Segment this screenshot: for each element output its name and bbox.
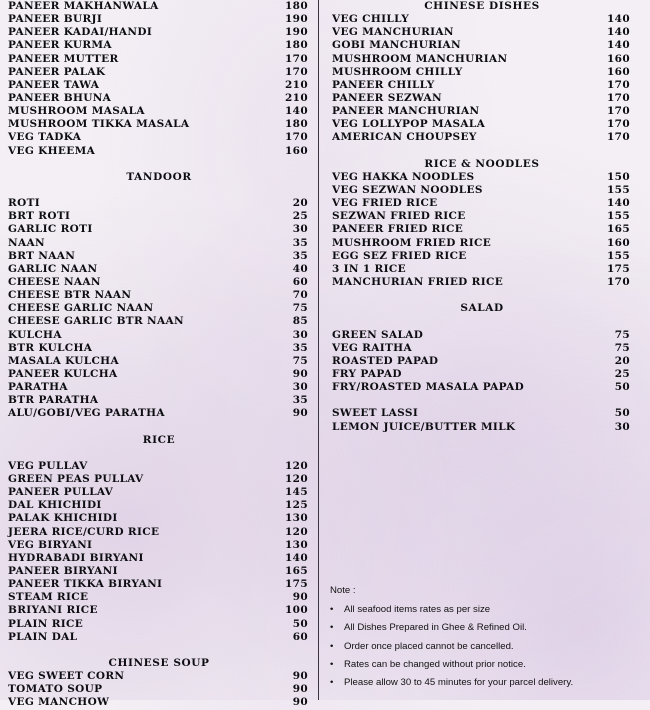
menu-item-price: 90 bbox=[292, 696, 308, 709]
menu-item bbox=[8, 578, 310, 591]
menu-item-name: CHEESE GARLIC NAAN bbox=[8, 302, 154, 315]
section-title-rice-noodles: RICE & NOODLES bbox=[424, 157, 540, 170]
menu-item bbox=[8, 683, 310, 696]
chinese-section bbox=[332, 13, 632, 144]
menu-item-name: MUSHROOM MANCHURIAN bbox=[332, 52, 508, 65]
menu-item bbox=[8, 197, 310, 210]
menu-item-name: VEG HAKKA NOODLES bbox=[332, 170, 475, 183]
menu-item-name: BRT NAAN bbox=[8, 249, 76, 262]
menu-item-price: 100 bbox=[285, 604, 308, 617]
menu-item bbox=[8, 237, 310, 250]
menu-item bbox=[8, 250, 310, 263]
menu-item-price: 180 bbox=[285, 118, 308, 131]
menu-item bbox=[8, 39, 310, 52]
menu-item-price: 170 bbox=[607, 78, 630, 91]
note-text: Rates can be changed without prior notice. bbox=[344, 658, 526, 670]
menu-item-price: 160 bbox=[607, 65, 630, 78]
menu-item-price: 160 bbox=[285, 144, 308, 157]
menu-item-name: GARLIC ROTI bbox=[8, 223, 93, 236]
note-item bbox=[330, 656, 640, 674]
menu-item-name: GREEN SALAD bbox=[332, 328, 424, 341]
menu-item bbox=[332, 210, 632, 223]
menu-item-price: 140 bbox=[285, 105, 308, 118]
bullet-icon: • bbox=[330, 622, 334, 634]
menu-item-price: 165 bbox=[285, 565, 308, 578]
menu-item-name: VEG TADKA bbox=[8, 131, 82, 144]
menu-item-price: 175 bbox=[285, 578, 308, 591]
menu-item-name: MUSHROOM CHILLY bbox=[332, 65, 463, 78]
menu-item-name: PANEER PALAK bbox=[8, 65, 106, 78]
menu-item bbox=[332, 263, 632, 276]
menu-item-price: 30 bbox=[614, 420, 630, 433]
menu-item-price: 210 bbox=[285, 91, 308, 104]
menu-item-name: MANCHURIAN FRIED RICE bbox=[332, 275, 504, 288]
menu-item bbox=[8, 0, 310, 13]
menu-item bbox=[332, 13, 632, 26]
menu-item bbox=[8, 145, 310, 158]
menu-item-price: 120 bbox=[285, 459, 308, 472]
menu-item bbox=[8, 696, 310, 709]
menu-item bbox=[332, 53, 632, 66]
menu-item-price: 170 bbox=[607, 118, 630, 131]
menu-item bbox=[332, 118, 632, 131]
menu-item-price: 170 bbox=[607, 105, 630, 118]
menu-item-price: 125 bbox=[285, 499, 308, 512]
menu-item-price: 120 bbox=[285, 473, 308, 486]
note-item bbox=[330, 619, 640, 637]
note-item bbox=[330, 674, 640, 692]
menu-item-name: VEG SEZWAN NOODLES bbox=[332, 183, 483, 196]
menu-item-price: 20 bbox=[614, 354, 630, 367]
menu-item-price: 35 bbox=[292, 236, 308, 249]
menu-item-name: CHEESE BTR NAAN bbox=[8, 289, 132, 302]
menu-item bbox=[332, 355, 632, 368]
menu-item-name: 3 IN 1 RICE bbox=[332, 262, 406, 275]
menu-item-name: GOBI MANCHURIAN bbox=[332, 39, 461, 52]
menu-item-price: 170 bbox=[285, 65, 308, 78]
menu-item bbox=[332, 39, 632, 52]
menu-item bbox=[8, 118, 310, 131]
menu-item bbox=[8, 473, 310, 486]
section-title-salad: SALAD bbox=[460, 302, 504, 315]
menu-item-price: 180 bbox=[285, 0, 308, 12]
drinks-section bbox=[332, 407, 632, 433]
menu-item bbox=[332, 131, 632, 144]
bullet-icon: • bbox=[330, 658, 334, 670]
menu-item bbox=[8, 460, 310, 473]
menu-item-price: 60 bbox=[292, 275, 308, 288]
menu-item-price: 210 bbox=[285, 78, 308, 91]
menu-item bbox=[8, 486, 310, 499]
menu-item-price: 145 bbox=[285, 486, 308, 499]
menu-item-price: 175 bbox=[607, 262, 630, 275]
menu-item bbox=[8, 381, 310, 394]
menu-item-name: PLAIN RICE bbox=[8, 617, 84, 630]
menu-item-price: 140 bbox=[285, 551, 308, 564]
menu-item bbox=[332, 368, 632, 381]
menu-item bbox=[8, 526, 310, 539]
menu-item-name: KULCHA bbox=[8, 328, 62, 341]
menu-item-price: 190 bbox=[285, 26, 308, 39]
menu-item bbox=[332, 381, 632, 394]
menu-item-name: SWEET LASSI bbox=[332, 407, 419, 420]
menu-item-price: 140 bbox=[607, 39, 630, 52]
menu-item-price: 170 bbox=[607, 275, 630, 288]
menu-item bbox=[8, 26, 310, 39]
menu-item-price: 90 bbox=[292, 683, 308, 696]
section-title-tandoor: TANDOOR bbox=[126, 170, 192, 183]
menu-item bbox=[332, 237, 632, 250]
menu-item bbox=[8, 407, 310, 420]
menu-item bbox=[332, 421, 632, 434]
notes-title: Note : bbox=[330, 585, 356, 596]
menu-item-name: BRIYANI RICE bbox=[8, 604, 98, 617]
menu-item-name: EGG SEZ FRIED RICE bbox=[332, 249, 467, 262]
menu-item bbox=[332, 26, 632, 39]
note-text: Order once placed cannot be cancelled. bbox=[344, 640, 514, 652]
menu-item-name: VEG FRIED RICE bbox=[332, 197, 438, 210]
menu-item-price: 35 bbox=[292, 249, 308, 262]
menu-item-name: VEG RAITHA bbox=[332, 341, 412, 354]
menu-item bbox=[8, 355, 310, 368]
menu-item-name: GREEN PEAS PULLAV bbox=[8, 473, 144, 486]
menu-item-price: 190 bbox=[285, 13, 308, 26]
noodles-section bbox=[332, 171, 632, 289]
menu-item-name: ROASTED PAPAD bbox=[332, 354, 439, 367]
menu-item bbox=[332, 276, 632, 289]
menu-item bbox=[8, 223, 310, 236]
menu-item-name: PARATHA bbox=[8, 381, 68, 394]
menu-item-name: PANEER MUTTER bbox=[8, 52, 119, 65]
menu-item-price: 35 bbox=[292, 394, 308, 407]
section-title-rice: RICE bbox=[142, 433, 176, 446]
menu-item-name: MASALA KULCHA bbox=[8, 354, 119, 367]
menu-item-name: VEG CHILLY bbox=[332, 13, 410, 26]
menu-item-price: 25 bbox=[614, 367, 630, 380]
menu-item bbox=[8, 499, 310, 512]
menu-item bbox=[332, 329, 632, 342]
menu-item-price: 165 bbox=[607, 223, 630, 236]
menu-item-price: 60 bbox=[292, 630, 308, 643]
soup-section bbox=[8, 670, 310, 709]
menu-item-price: 140 bbox=[607, 197, 630, 210]
menu-item-name: AMERICAN CHOUPSEY bbox=[332, 131, 477, 144]
menu-item bbox=[8, 210, 310, 223]
menu-item bbox=[332, 171, 632, 184]
menu-item-price: 130 bbox=[285, 538, 308, 551]
menu-item-name: BTR PARATHA bbox=[8, 394, 99, 407]
rice-section bbox=[8, 460, 310, 644]
menu-item bbox=[8, 342, 310, 355]
menu-item-name: JEERA RICE/CURD RICE bbox=[8, 525, 160, 538]
menu-item-price: 90 bbox=[292, 407, 308, 420]
menu-item-name: PANEER MANCHURIAN bbox=[332, 105, 480, 118]
menu-item-price: 140 bbox=[607, 26, 630, 39]
menu-item-name: PANEER KADAI/HANDI bbox=[8, 26, 153, 39]
menu-item-name: VEG MANCHURIAN bbox=[332, 26, 454, 39]
menu-item-name: PANEER KURMA bbox=[8, 39, 112, 52]
menu-item-name: PANEER FRIED RICE bbox=[332, 223, 464, 236]
notes-box bbox=[330, 584, 640, 692]
menu-item bbox=[332, 250, 632, 263]
menu-item-price: 155 bbox=[607, 183, 630, 196]
menu-item-name: PANEER SEZWAN bbox=[332, 91, 442, 104]
menu-item-price: 170 bbox=[607, 131, 630, 144]
menu-item-name: FRY PAPAD bbox=[332, 367, 402, 380]
menu-item-price: 140 bbox=[607, 13, 630, 26]
menu-item-name: PANEER BHUNA bbox=[8, 91, 112, 104]
menu-item-name: PANEER BURJI bbox=[8, 13, 103, 26]
menu-item bbox=[8, 565, 310, 578]
menu-right-column bbox=[332, 0, 632, 434]
menu-item-price: 160 bbox=[607, 52, 630, 65]
menu-item-name: ALU/GOBI/VEG PARATHA bbox=[8, 407, 165, 420]
menu-item bbox=[8, 105, 310, 118]
menu-item-name: CHEESE GARLIC BTR NAAN bbox=[8, 315, 184, 328]
menu-item-name: PLAIN DAL bbox=[8, 630, 78, 643]
menu-item-name: VEG PULLAV bbox=[8, 459, 88, 472]
menu-item-price: 90 bbox=[292, 670, 308, 683]
menu-item-price: 75 bbox=[292, 354, 308, 367]
menu-item-price: 90 bbox=[292, 367, 308, 380]
menu-item-price: 170 bbox=[285, 52, 308, 65]
section-title-chinese-soup: CHINESE SOUP bbox=[108, 657, 210, 670]
bullet-icon: • bbox=[330, 604, 334, 615]
paneer-section bbox=[8, 0, 310, 158]
menu-item-price: 170 bbox=[607, 91, 630, 104]
menu-item-name: PANEER TIKKA BIRYANI bbox=[8, 578, 163, 591]
menu-item bbox=[332, 342, 632, 355]
menu-item-name: SEZWAN FRIED RICE bbox=[332, 210, 466, 223]
menu-item bbox=[8, 276, 310, 289]
menu-item bbox=[8, 302, 310, 315]
menu-item-name: TOMATO SOUP bbox=[8, 683, 103, 696]
menu-item bbox=[8, 394, 310, 407]
menu-item bbox=[8, 591, 310, 604]
menu-left-column bbox=[8, 0, 310, 710]
menu-item-name: MUSHROOM FRIED RICE bbox=[332, 236, 492, 249]
menu-item-price: 130 bbox=[285, 512, 308, 525]
menu-item-name: ROTI bbox=[8, 197, 40, 210]
menu-item-name: LEMON JUICE/BUTTER MILK bbox=[332, 420, 516, 433]
menu-item bbox=[332, 223, 632, 236]
menu-item-name: BTR KULCHA bbox=[8, 341, 93, 354]
menu-item-name: DAL KHICHIDI bbox=[8, 499, 102, 512]
menu-item-price: 35 bbox=[292, 341, 308, 354]
menu-item bbox=[8, 53, 310, 66]
menu-item-name: PALAK KHICHIDI bbox=[8, 512, 118, 525]
menu-item-name: MUSHROOM MASALA bbox=[8, 105, 145, 118]
menu-item-name: VEG SWEET CORN bbox=[8, 670, 125, 683]
menu-item bbox=[8, 631, 310, 644]
menu-item bbox=[8, 539, 310, 552]
menu-item-price: 70 bbox=[292, 289, 308, 302]
menu-item-price: 50 bbox=[614, 407, 630, 420]
column-divider bbox=[318, 0, 319, 700]
menu-item-price: 160 bbox=[607, 236, 630, 249]
menu-item-name: GARLIC NAAN bbox=[8, 262, 98, 275]
note-text: All seafood items rates as per size bbox=[344, 604, 491, 615]
menu-item-price: 155 bbox=[607, 249, 630, 262]
menu-item bbox=[332, 197, 632, 210]
menu-item bbox=[332, 92, 632, 105]
menu-item-price: 85 bbox=[292, 315, 308, 328]
menu-item-price: 40 bbox=[292, 262, 308, 275]
note-text: All Dishes Prepared in Ghee & Refined Oil. bbox=[344, 622, 527, 634]
menu-item bbox=[332, 66, 632, 79]
tandoor-section bbox=[8, 197, 310, 420]
menu-item-name: CHEESE NAAN bbox=[8, 275, 101, 288]
menu-item bbox=[8, 512, 310, 525]
menu-item-price: 155 bbox=[607, 210, 630, 223]
menu-item-name: PANEER MAKHANWALA bbox=[8, 0, 159, 12]
menu-item-name: PANEER CHILLY bbox=[332, 78, 435, 91]
menu-item-name: HYDRABADI BIRYANI bbox=[8, 551, 144, 564]
menu-item-name: VEG MANCHOW bbox=[8, 696, 110, 709]
menu-item bbox=[8, 618, 310, 631]
salad-section bbox=[332, 329, 632, 395]
menu-item-price: 75 bbox=[614, 328, 630, 341]
menu-item bbox=[8, 263, 310, 276]
menu-item bbox=[8, 13, 310, 26]
menu-item bbox=[8, 315, 310, 328]
menu-item-price: 150 bbox=[607, 170, 630, 183]
menu-item-name: MUSHROOM TIKKA MASALA bbox=[8, 118, 190, 131]
menu-item-price: 75 bbox=[292, 302, 308, 315]
menu-item-price: 30 bbox=[292, 328, 308, 341]
menu-item-name: FRY/ROASTED MASALA PAPAD bbox=[332, 381, 525, 394]
menu-item bbox=[8, 131, 310, 144]
note-item bbox=[330, 601, 640, 619]
menu-item bbox=[8, 670, 310, 683]
menu-item bbox=[332, 407, 632, 420]
menu-item-price: 90 bbox=[292, 591, 308, 604]
menu-item-price: 30 bbox=[292, 223, 308, 236]
menu-item-name: VEG BIRYANI bbox=[8, 538, 93, 551]
menu-item bbox=[332, 105, 632, 118]
menu-item bbox=[8, 66, 310, 79]
menu-item bbox=[332, 79, 632, 92]
menu-item-name: VEG LOLLYPOP MASALA bbox=[332, 118, 486, 131]
menu-item-name: STEAM RICE bbox=[8, 591, 89, 604]
menu-item bbox=[8, 552, 310, 565]
bullet-icon: • bbox=[330, 640, 334, 652]
menu-item bbox=[8, 79, 310, 92]
menu-item bbox=[8, 289, 310, 302]
menu-item-name: PANEER TAWA bbox=[8, 78, 100, 91]
menu-item-price: 75 bbox=[614, 341, 630, 354]
menu-item-name: PANEER BIRYANI bbox=[8, 565, 118, 578]
menu-item-price: 50 bbox=[292, 617, 308, 630]
menu-item bbox=[8, 329, 310, 342]
note-item bbox=[330, 638, 640, 656]
menu-item bbox=[8, 92, 310, 105]
menu-item-price: 50 bbox=[614, 381, 630, 394]
notes-list bbox=[330, 601, 640, 692]
menu-item-name: NAAN bbox=[8, 236, 45, 249]
menu-item-name: VEG KHEEMA bbox=[8, 144, 96, 157]
note-text: Please allow 30 to 45 minutes for your parcel delivery. bbox=[344, 677, 574, 689]
menu-item bbox=[8, 368, 310, 381]
menu-item-price: 20 bbox=[292, 197, 308, 210]
menu-item-price: 25 bbox=[292, 210, 308, 223]
menu-item-price: 30 bbox=[292, 381, 308, 394]
bullet-icon: • bbox=[330, 677, 334, 689]
menu-item-name: PANEER PULLAV bbox=[8, 486, 114, 499]
menu-item-price: 120 bbox=[285, 525, 308, 538]
section-title-chinese-dishes: CHINESE DISHES bbox=[424, 0, 540, 12]
menu-item bbox=[332, 184, 632, 197]
menu-item-price: 170 bbox=[285, 131, 308, 144]
menu-item bbox=[8, 604, 310, 617]
menu-item-price: 180 bbox=[285, 39, 308, 52]
menu-item-name: BRT ROTI bbox=[8, 210, 71, 223]
menu-item-name: PANEER KULCHA bbox=[8, 367, 118, 380]
